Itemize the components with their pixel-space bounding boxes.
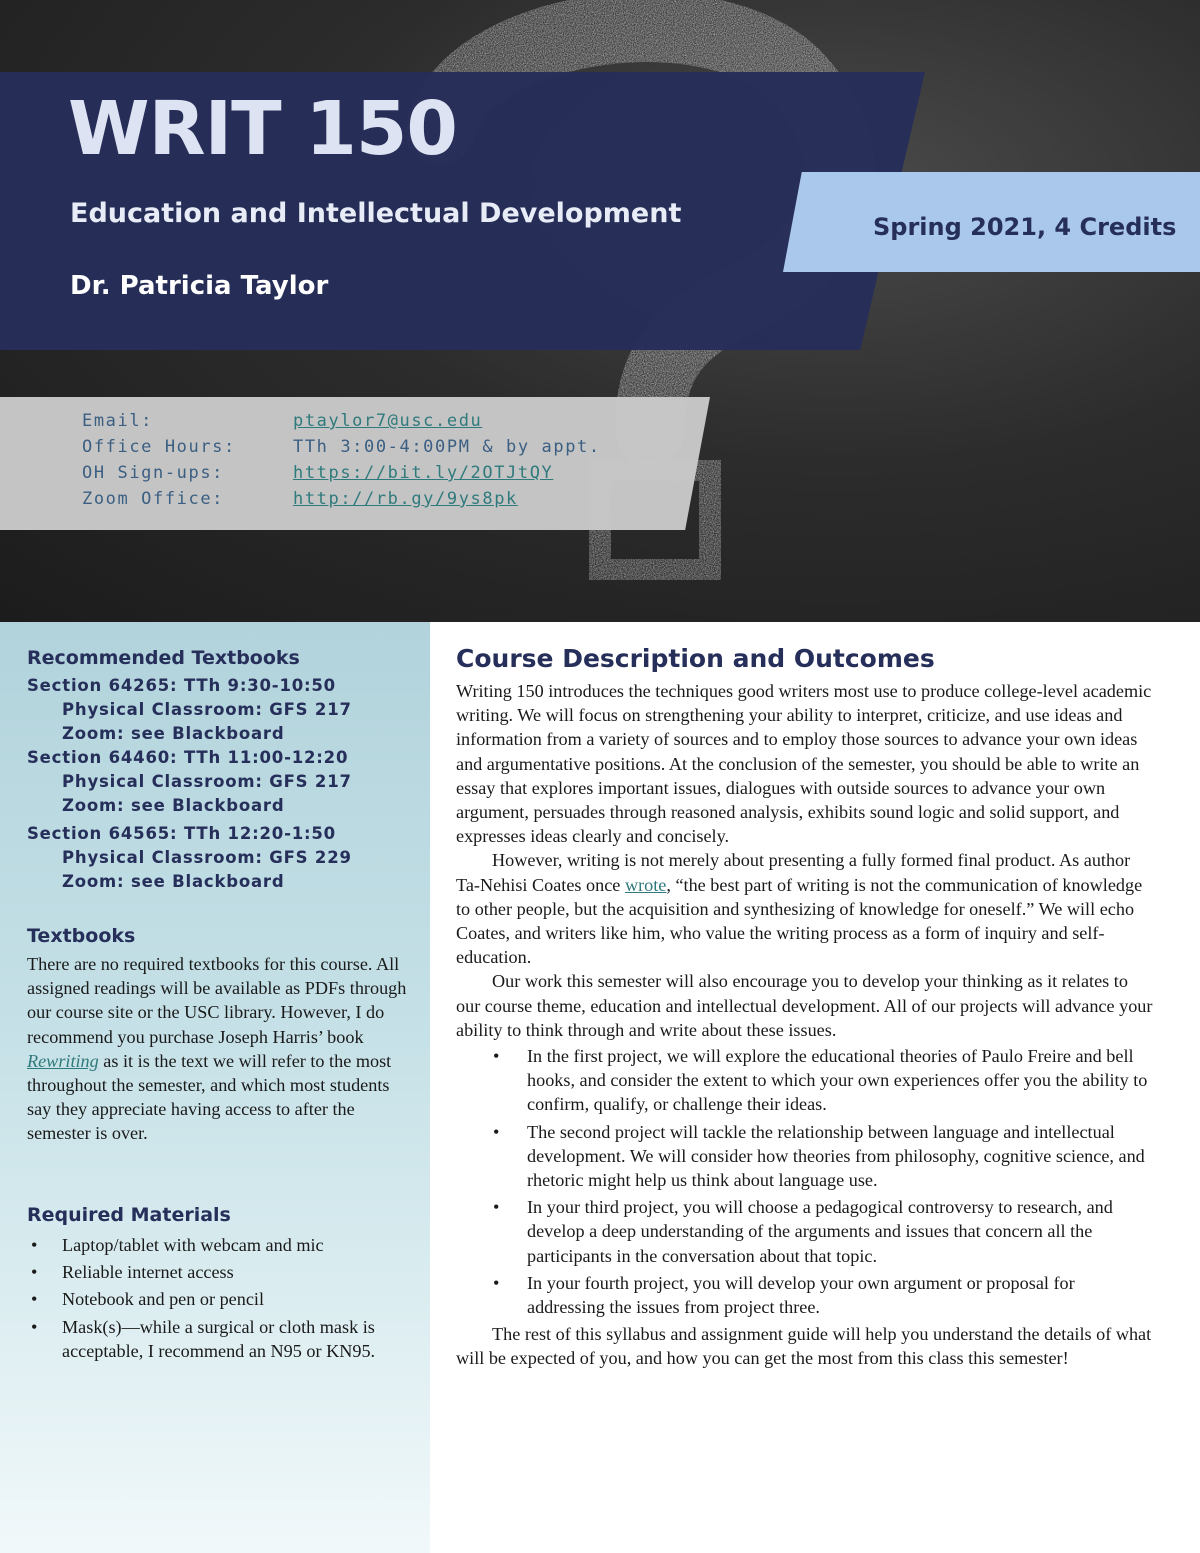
bullet-icon: • [31,1235,38,1255]
section-zoom: Zoom: see Blackboard [62,796,285,815]
course-code: WRIT 150 [68,86,457,172]
material-text: Reliable internet access [62,1262,234,1283]
section-title: Section 64460: TTh 11:00-12:20 [27,748,349,767]
term-credits: Spring 2021, 4 Credits [873,213,1177,241]
textbooks-text: There are no required textbooks for this course. All assigned readings will be available as PDFs through our course site or the USC library. However, I do recommend you purchase Joseph Harris’ book [27,954,407,1047]
rewriting-book-link[interactable]: Rewriting [27,1050,99,1071]
list-item [456,1271,1156,1319]
oh-signup-label: OH Sign-ups: [82,463,225,483]
bullet-icon: • [493,1046,500,1067]
projects-list [456,1044,1156,1319]
office-hours-value: TTh 3:00-4:00PM & by appt. [293,437,601,457]
list-item [27,1233,407,1257]
description-paragraph: Writing 150 introduces the techniques good writers most use to produce college-level academic writing. We will focus on strengthening your ability to interpret, criticize, and use ideas and information from a variety of sources and to employ those sources to advance your own ideas and argumentative positions. At the conclusion of the semester, you should be able to write an essay that explores important issues, dialogues with outside sources to advance your own argument, persuades through reasoned analysis, exhibits sound logic and solid support, and expresses ideas clearly and concisely. [456,681,1152,847]
project-text: The second project will tackle the relationship between language and intellectual development. We will consider how theories from philosophy, cognitive science, and rhetoric might help us think about language use. [527,1121,1145,1191]
list-item [456,1195,1156,1268]
coates-quote-link[interactable]: wrote [624,874,667,895]
description-paragraph: Our work this semester will also encourage you to develop your thinking as it relates to our course theme, education and intellectual development. All of our projects will advance your ability to think through and write about these issues. [456,971,1153,1040]
recommended-textbooks-heading: Recommended Textbooks [27,647,300,669]
required-materials-heading: Required Materials [27,1204,231,1226]
bullet-icon: • [493,1197,500,1218]
office-hours-label: Office Hours: [82,437,236,457]
email-link[interactable]: ptaylor7@usc.edu [293,411,483,431]
oh-signup-link[interactable]: https://bit.ly/2OTJtQY [293,463,554,483]
project-text: In your fourth project, you will develop your own argument or proposal for addressing the issues from project three. [527,1272,1075,1318]
list-item [456,1120,1156,1193]
zoom-office-link[interactable]: http://rb.gy/9ys8pk [293,489,518,509]
zoom-office-label: Zoom Office: [82,489,225,509]
project-text: In the first project, we will explore the educational theories of Paulo Freire and bell hooks, and consider the extent to which your own experiences offer you the ability to confirm, qualify, or challenge their ideas. [527,1046,1148,1115]
description-paragraph: The rest of this syllabus and assignment guide will help you understand the details of what will be expected of you, and how you can get the most from this class this semester! [456,1324,1152,1369]
textbooks-paragraph [27,952,407,1146]
bullet-icon: • [31,1262,38,1283]
instructor-name: Dr. Patricia Taylor [70,271,329,301]
hero-banner [0,0,1200,622]
section-title: Section 64265: TTh 9:30-10:50 [27,676,336,695]
textbooks-text: as it is the text we will refer to the most throughout the semester, and which most students say they appreciate having access to after the semester is over. [27,1050,392,1144]
course-description-heading: Course Description and Outcomes [456,644,935,673]
description-paragraph [456,848,1156,969]
section-zoom: Zoom: see Blackboard [62,872,285,891]
list-item [27,1287,407,1311]
project-text: In your third project, you will choose a pedagogical controversy to research, and develop a deep understanding of the arguments and issues that concern all the participants in the conversation about that topic. [527,1197,1113,1266]
list-item [27,1260,407,1284]
section-room: Physical Classroom: GFS 229 [62,848,352,867]
textbooks-heading: Textbooks [27,925,136,947]
material-text: Laptop/tablet with webcam and mic [62,1235,324,1255]
bullet-icon: • [493,1272,500,1293]
material-text: Notebook and pen or pencil [62,1289,265,1310]
material-text: Mask(s)—while a surgical or cloth mask is acceptable, I recommend an N95 or KN95. [62,1316,376,1361]
section-title: Section 64565: TTh 12:20-1:50 [27,824,336,843]
bullet-icon: • [493,1121,500,1142]
bullet-icon: • [31,1316,38,1337]
section-room: Physical Classroom: GFS 217 [62,772,352,791]
course-description-body [456,679,1156,1371]
section-zoom: Zoom: see Blackboard [62,724,285,743]
section-room: Physical Classroom: GFS 217 [62,700,352,719]
bullet-icon: • [31,1289,38,1310]
list-item [27,1315,407,1363]
paragraph-text: , “the best part of writing is not the communication of knowledge to other people, but the acquisition and synthesizing of knowledge for oneself.” We will echo Coates, and writers like him, who value the writing process as a form of inquiry and self-education. [456,874,1143,968]
course-name: Education and Intellectual Development [70,198,682,229]
email-label: Email: [82,411,154,431]
list-item [456,1044,1156,1117]
paragraph-text: However, writing is not merely about presenting a fully formed final product. As author Ta-Nehisi Coates once [456,850,1131,895]
materials-list [27,1233,407,1366]
